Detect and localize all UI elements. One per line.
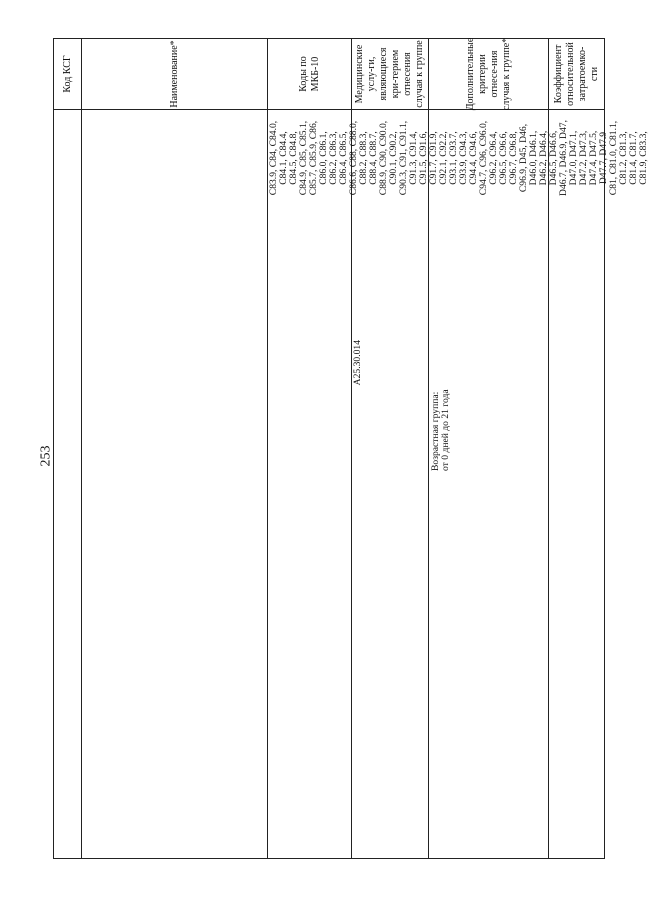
header-code: Код КСГ — [61, 55, 73, 93]
text-line: C84.5, C84.8, — [288, 131, 299, 185]
header-coefficient: Коэффициент относительной затратоемко-сти — [552, 42, 600, 106]
text-line: C88.4, C88.7, — [368, 131, 379, 185]
text-line: от 0 дней до 21 года — [440, 389, 451, 471]
table — [53, 37, 649, 859]
table-right-border — [53, 38, 605, 39]
mkb-codes-cell — [269, 118, 649, 198]
text-line: D46.7, D46.9, D47, — [558, 120, 569, 196]
text-line: C81, C81.0, C81.1, — [608, 120, 619, 196]
header-mkb: Коды по МКБ-10 — [297, 56, 321, 92]
service-cell: A25.30.014 — [352, 340, 363, 386]
header-criteria: Дополнительные критерии отнесе-ния случая к группе* — [464, 37, 512, 111]
text-line: Возрастная группа: — [430, 391, 441, 471]
text-line: C96.7, C96.8, — [508, 131, 519, 185]
text-line: C92.1, C92.2, — [438, 131, 449, 185]
table-left-border — [53, 858, 605, 859]
text-line: D47.4, D47.5, — [588, 130, 599, 186]
text-line: D47.0, D47.1, — [568, 130, 579, 186]
text-line: D47.7, D47.9 — [598, 131, 609, 185]
text-line: C88.2, C88.3, — [358, 131, 369, 185]
text-line: C96.2, C96.4, — [488, 131, 499, 185]
text-line: C90.1, C90.2, — [388, 131, 399, 185]
text-line: C91.3, C91.4, — [408, 131, 419, 185]
criteria-cell — [431, 321, 451, 471]
rotated-table — [53, 37, 649, 859]
text-line: C81.2, C81.3, — [618, 131, 629, 185]
text-line: C81.4, C81.7, — [628, 131, 639, 185]
text-line: C83.9, C84, C84.0, — [268, 120, 279, 196]
text-line: C93.9, C94.3, — [458, 131, 469, 185]
text-line: C96.5, C96.6, — [498, 131, 509, 185]
text-line: D47.2, D47.3, — [578, 130, 589, 186]
text-line: C84.9, C85, C85.1, — [298, 120, 309, 196]
page-number: 253 — [38, 445, 53, 467]
text-line: C91.7, C91.9, — [428, 131, 439, 185]
border-code-name — [81, 39, 82, 859]
table-top-border — [53, 39, 54, 859]
text-line: C86.0, C86.1, — [318, 131, 329, 185]
header-services: Медицинские услу-ги, являющиеся кри-терием отнесения случая к группе — [354, 40, 425, 108]
text-line: C88.9, C90, C90.0, — [378, 120, 389, 196]
text-line: C94.4, C94.6, — [468, 131, 479, 185]
text-line: D46.2, D46.4, — [538, 130, 549, 186]
text-line: C86.2, C86.3, — [328, 131, 339, 185]
text-line: D46.5, D46.6, — [548, 130, 559, 186]
text-line: C94.7, C96, C96.0, — [478, 120, 489, 196]
text-line: C85.7, C85.9, C86, — [308, 120, 319, 196]
text-line: C86.6, C88, C88.0, — [348, 120, 359, 196]
text-line: C93.1, C93.7, — [448, 131, 459, 185]
text-line: C84.1, C84.4, — [278, 131, 289, 185]
text-line: C96.9, D45, D46, — [518, 123, 529, 193]
header-separator — [53, 109, 605, 110]
text-line: C81.9, C83.3, — [638, 131, 649, 185]
text-line: D46.0, D46.1, — [528, 130, 539, 186]
text-line: C91.5, C91.6, — [418, 131, 429, 185]
text-line: C90.3, C91, C91.1, — [398, 120, 409, 196]
text-line: C86.4, C86.5, — [338, 131, 349, 185]
header-name: Наименование* — [168, 40, 180, 108]
